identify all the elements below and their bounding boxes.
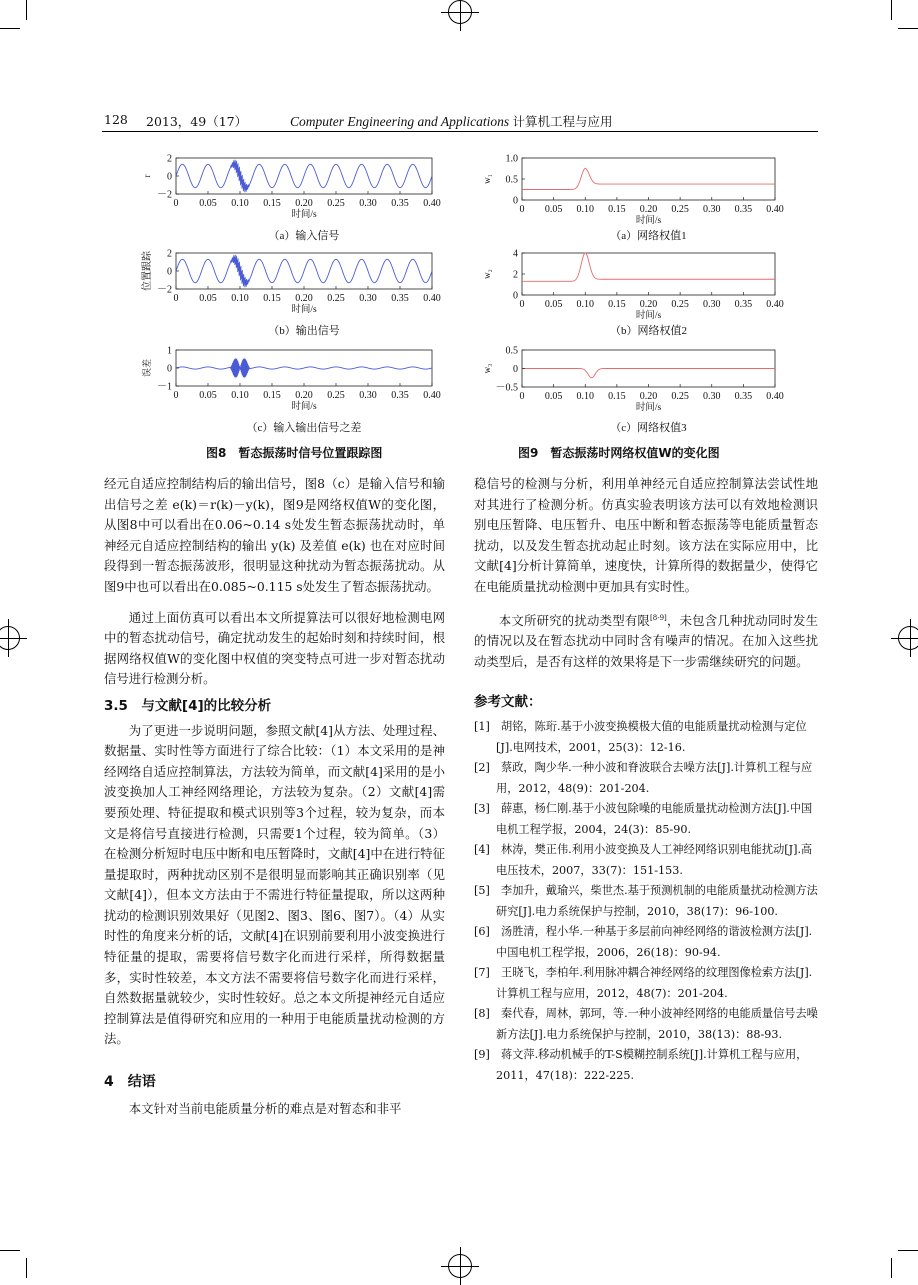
x-tick-label: 0.40 xyxy=(766,204,784,215)
x-tick-label: 0.20 xyxy=(295,390,313,401)
x-tick-label: 0.30 xyxy=(703,299,721,310)
x-tick-label: 0.10 xyxy=(576,204,594,215)
x-tick-label: 0.25 xyxy=(327,198,345,209)
y-tick-label: 0 xyxy=(167,363,172,375)
reference-item: [5] 李加升，戴瑜兴，柴世杰.基于预测机制的电能质量扰动检测方法研究[J].电力系统保护与控制，2010，38(17)：96-100. xyxy=(474,884,818,918)
x-tick-label: 0.40 xyxy=(423,390,441,401)
references-title: 参考文献： xyxy=(474,694,542,711)
registration-mark xyxy=(448,1254,472,1278)
x-tick-label: 0.20 xyxy=(295,293,313,304)
x-tick-label: 0.15 xyxy=(263,293,281,304)
x-tick-label: 0.30 xyxy=(703,391,721,402)
reference-item: [2] 蔡政，陶少华.一种小波和脊波联合去噪方法[J].计算机工程与应用，2012，48(9)：201-204. xyxy=(474,761,813,795)
reference-item: [9] 蒋文萍.移动机械手的T-S模糊控制系统[J].计算机工程与应用，2011，47(18)：222-225. xyxy=(474,1048,808,1082)
x-tick-label: 0.25 xyxy=(327,390,345,401)
section-heading-4: 4 结语 xyxy=(104,1074,156,1091)
issue-info: 2013，49（17） xyxy=(146,114,248,129)
paragraph: 通过上面仿真可以看出本文所提算法可以很好地检测电网中的暂态扰动信号，确定扰动发生的起始时刻和持续时间，根据网络权值W的变化图中权值的突变特点可进一步对暂态扰动信号进行检测分析。 xyxy=(104,609,445,687)
x-tick-label: 0.25 xyxy=(327,293,345,304)
y-tick-label: 2 xyxy=(513,269,518,281)
y-tick-label: －2 xyxy=(157,189,172,201)
x-tick-label: 0.05 xyxy=(544,391,563,402)
y-tick-label: 2 xyxy=(167,153,172,165)
x-axis-label: 时间/s xyxy=(291,305,317,315)
subfigure-caption: （c）网络权值3 xyxy=(610,422,687,434)
x-tick-label: 0 xyxy=(173,293,179,304)
y-tick-label: 0 xyxy=(513,195,518,207)
x-tick-label: 0.15 xyxy=(608,299,626,310)
x-tick-label: 0.35 xyxy=(391,198,409,209)
figure8-caption: 图8 暂态振荡时信号位置跟踪图 xyxy=(206,446,383,460)
x-tick-label: 0 xyxy=(519,391,525,402)
paragraph-text: ，未包含几种扰动同时发生的情况以及在暂态扰动中同时含有噪声的情况。在加入这些扰动类型后，是否有这样的效果将是下一步需继续研究的问题。 xyxy=(474,612,818,669)
x-tick-label: 0.15 xyxy=(608,204,626,215)
x-axis-label: 时间/s xyxy=(291,210,317,220)
left-column xyxy=(104,474,445,1119)
y-axis-label: w₂ xyxy=(482,269,492,279)
x-tick-label: 0.10 xyxy=(231,293,249,304)
y-tick-label: －1 xyxy=(157,381,172,393)
series-line xyxy=(176,358,432,377)
x-tick-label: 0.15 xyxy=(263,198,281,209)
x-tick-label: 0.40 xyxy=(423,198,441,209)
y-tick-label: 1 xyxy=(167,345,172,357)
x-tick-label: 0.30 xyxy=(703,204,721,215)
paragraph: 为了更进一步说明问题，参照文献[4]从方法、处理过程、数据量、实时性等方面进行了综合比较：（1）本文采用的是神经网络自适应控制算法，方法较为简单，而文献[4]采用的是小波变换加人工神经网络理论，方法较为复杂。（2）文献[4]需要预处理、特征提取和模式识别等3个过程，较为复杂，而本文是将信号直接进行检测，只需要1个过程，较为简单。（3）在检测分析短时电压中断和电压暂降时，文献[4]中在进行特征量提取时，两种扰动区别不是很明显而影响其正确识别率（见文献[4]），但本文方法由于不需进行特征量提取，所以这两种扰动的检测识别效果好（见图2、图3、图6、图7）。（4）从实时性的角度来分析的话，文献[4]在识别前要利用小波变换进行特征量的提取，需要将信号数字化而进行采样，所得数据量多，实时性较差，本文方法不需要将信号数字化而进行采样，自然数据量就较少，实时性较好。总之本文所提神经元自适应控制算法是值得研究和应用的一种用于电能质量扰动检测的方法。 xyxy=(104,722,445,1047)
x-tick-label: 0 xyxy=(519,204,525,215)
y-tick-label: 0 xyxy=(513,364,518,375)
section-heading-3-5: 3.5 与文献[4]的比较分析 xyxy=(104,697,272,714)
x-tick-label: 0.35 xyxy=(391,293,409,304)
page-number: 128 xyxy=(104,112,128,127)
paragraph-text: 本文所研究的扰动类型有限 xyxy=(498,612,651,628)
x-tick-label: 0.35 xyxy=(734,204,753,215)
crop-mark xyxy=(891,1258,892,1278)
paragraph xyxy=(474,608,818,673)
paragraph: 经元自适应控制结构后的输出信号，图8（c）是输入信号和输出信号之差 e(k)＝r(k)－y(k)，图9是网络权值W的变化图，从图8中可以看出在0.06~0.14 s处发生暂态振荡扰动时，单神经元自适应控制结构的输出 y(k) 及差值 e(k) 也在对应时间段得到一暂态振荡波形，很明显这种扰动为暂态振荡扰动。从图9中也可以看出在0.085~0.115 s处发生了暂态振荡扰动。 xyxy=(104,476,445,594)
y-axis-label: 位置跟踪 xyxy=(142,251,153,291)
series-line xyxy=(522,169,775,190)
y-tick-label: 1.0 xyxy=(505,153,518,165)
reference-item: [1] 胡铭，陈珩.基于小波变换模极大值的电能质量扰动检测与定位[J].电网技术，2001，25(3)：12-16. xyxy=(474,720,807,754)
x-tick-label: 0.35 xyxy=(734,391,753,402)
x-tick-label: 0.15 xyxy=(263,390,281,401)
paragraph: 稳信号的检测与分析，利用单神经元自适应控制算法尝试性地对其进行了检测分析。仿真实验表明该方法可以有效地检测识别电压暂降、电压暂升、电压中断和暂态振荡等电能质量暂态扰动，以及发生暂态扰动起止时刻。该方法在实际应用中，比文献[4]分析计算简单，速度快，计算所得的数据量少，使得它在电能质量扰动检测中更加具有实时性。 xyxy=(474,476,818,594)
y-tick-label: 0 xyxy=(513,290,518,302)
x-axis-label: 时间/s xyxy=(291,402,317,412)
x-tick-label: 0.20 xyxy=(639,204,658,215)
series-line xyxy=(176,255,432,288)
right-column xyxy=(474,474,818,1086)
x-tick-label: 0 xyxy=(173,390,179,401)
x-tick-label: 0.05 xyxy=(199,198,217,209)
chart-panel xyxy=(482,154,784,243)
x-tick-label: 0.10 xyxy=(576,299,594,310)
x-tick-label: 0.35 xyxy=(734,299,753,310)
crop-mark xyxy=(26,1258,27,1278)
chart-panel xyxy=(141,346,441,435)
plot-frame xyxy=(522,253,775,295)
citation: [8-9] xyxy=(650,613,667,622)
x-tick-label: 0.40 xyxy=(766,299,784,310)
x-tick-label: 0 xyxy=(519,299,525,310)
x-tick-label: 0 xyxy=(173,198,179,209)
subfigure-caption: （a）输入信号 xyxy=(268,230,340,242)
chart-panel xyxy=(482,249,784,338)
reference-item: [3] 薛惠，杨仁刚.基于小波包除噪的电能质量扰动检测方法[J].中国电机工程学报，2004，24(3)：85-90. xyxy=(474,802,813,836)
x-tick-label: 0.10 xyxy=(231,390,249,401)
x-tick-label: 0.25 xyxy=(671,204,689,215)
y-tick-label: －2 xyxy=(157,284,172,296)
reference-item: [6] 汤胜清，程小华.一种基于多层前向神经网络的谐波检测方法[J].中国电机工程学报，2006，26(18)：90-94. xyxy=(474,925,813,959)
reference-item: [7] 王晓飞，李柏年.利用脉冲耦合神经网络的纹理图像检索方法[J].计算机工程与应用，2012，48(7)：201-204. xyxy=(474,966,813,1000)
x-tick-label: 0.10 xyxy=(231,198,249,209)
x-tick-label: 0.25 xyxy=(671,391,689,402)
chart-panel xyxy=(142,154,441,243)
x-tick-label: 0.40 xyxy=(766,391,784,402)
y-axis-label: 误差 xyxy=(142,358,152,378)
y-tick-label: 4 xyxy=(513,248,518,260)
journal-title-cn: 计算机工程与应用 xyxy=(512,114,613,129)
x-tick-label: 0.40 xyxy=(423,293,441,304)
x-tick-label: 0.05 xyxy=(544,299,563,310)
x-tick-label: 0.25 xyxy=(671,299,689,310)
chart-panel xyxy=(140,249,441,338)
crop-mark xyxy=(898,1250,918,1251)
x-axis-label: 时间/s xyxy=(635,311,662,321)
x-axis-label: 时间/s xyxy=(635,403,662,413)
y-tick-label: 2 xyxy=(167,248,172,260)
reference-list xyxy=(474,717,818,1086)
crop-mark xyxy=(0,1250,20,1251)
y-axis-label: w₃ xyxy=(482,363,492,374)
subfigure-caption: （b）网络权值2 xyxy=(610,325,687,337)
y-tick-label: 0 xyxy=(167,171,172,183)
series-line xyxy=(176,160,432,193)
series-line xyxy=(522,253,775,281)
x-tick-label: 0.30 xyxy=(359,293,377,304)
x-tick-label: 0.05 xyxy=(544,204,563,215)
x-tick-label: 0.15 xyxy=(608,391,626,402)
y-tick-label: 0.5 xyxy=(505,345,518,357)
plot-frame xyxy=(522,158,775,200)
figures xyxy=(0,0,918,470)
paragraph: 本文针对当前电能质量分析的难点是对暂态和非平 xyxy=(128,1100,402,1116)
series-line xyxy=(522,369,775,378)
y-tick-label: －0.5 xyxy=(495,382,518,394)
x-tick-label: 0.20 xyxy=(295,198,313,209)
x-tick-label: 0.05 xyxy=(199,390,217,401)
reference-item: [8] 秦代春，周林，郭珂，等.一种小波神经网络的电能质量信号去噪新方法[J].电力系统保护与控制，2010，38(13)：88-93. xyxy=(474,1007,818,1041)
subfigure-caption: （a）网络权值1 xyxy=(610,230,687,242)
x-tick-label: 0.05 xyxy=(199,293,217,304)
x-axis-label: 时间/s xyxy=(635,216,662,226)
registration-mark xyxy=(898,626,918,650)
y-tick-label: 0.5 xyxy=(505,174,518,186)
registration-mark xyxy=(0,626,20,650)
y-axis-label: w₁ xyxy=(482,174,492,184)
reference-item: [4] 林涛，樊正伟.利用小波变换及人工神经网络识别电能扰动[J].高电压技术，2007，33(7)：151-153. xyxy=(474,843,813,877)
journal-title-en: Computer Engineering and Applications xyxy=(290,114,510,129)
x-tick-label: 0.10 xyxy=(576,391,594,402)
x-tick-label: 0.30 xyxy=(359,198,377,209)
y-axis-label: r xyxy=(142,174,152,178)
x-tick-label: 0.20 xyxy=(639,299,658,310)
x-tick-label: 0.35 xyxy=(391,390,409,401)
x-tick-label: 0.30 xyxy=(359,390,377,401)
x-tick-label: 0.20 xyxy=(639,391,658,402)
figure9-caption: 图9 暂态振荡时网络权值W的变化图 xyxy=(518,446,720,460)
subfigure-caption: （b）输出信号 xyxy=(268,325,340,337)
chart-panel xyxy=(482,346,784,435)
y-tick-label: 0 xyxy=(167,266,172,278)
subfigure-caption: （c）输入输出信号之差 xyxy=(246,422,362,434)
